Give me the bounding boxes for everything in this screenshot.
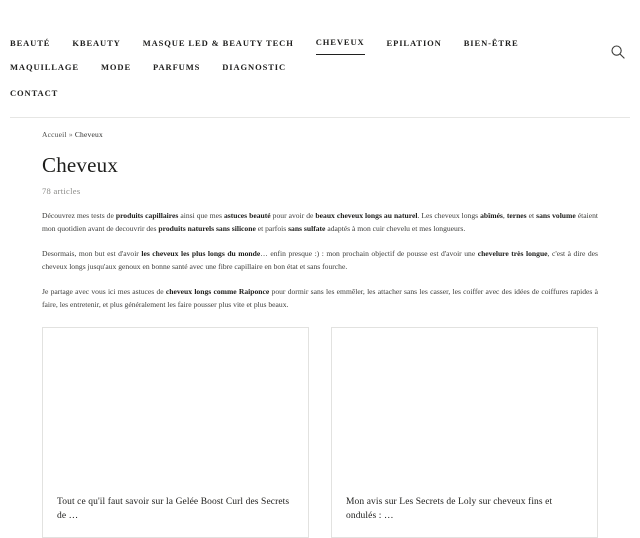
header-divider xyxy=(10,117,630,118)
nav-item-diagnostic[interactable]: DIAGNOSTIC xyxy=(222,62,287,72)
page-title: Cheveux xyxy=(42,153,119,177)
breadcrumb xyxy=(42,130,640,139)
nav-item-contact[interactable]: CONTACT xyxy=(10,88,59,98)
nav-item-cheveux[interactable]: CHEVEUX xyxy=(316,30,365,55)
intro-paragraph-1: Découvrez mes tests de produits capillaires ainsi que mes astuces beauté pour avoir de beaux cheveux longs au naturel. Les cheveux longs abîmés, ternes et sans volume étaient mon quotidien avant de decouvrir des produits naturels sans silicone et parfois sans sulfate adaptés à mon cuir chevelu et mes longueurs. xyxy=(42,211,598,233)
nav-item-masque-led-beauty-tech[interactable]: MASQUE LED & BEAUTY TECH xyxy=(142,37,294,48)
article-thumbnail xyxy=(43,328,308,483)
article-count: 78 articles xyxy=(42,186,81,196)
article-thumbnail xyxy=(332,328,597,483)
breadcrumb-separator: » xyxy=(68,130,73,139)
nav-item-parfums[interactable]: PARFUMS xyxy=(153,62,201,72)
nav-item-bien-tre[interactable]: BIEN-ÊTRE xyxy=(463,37,519,48)
intro-text xyxy=(42,210,598,311)
intro-paragraph-3: Je partage avec vous ici mes astuces de cheveux longs comme Raiponce pour dormir sans les emmêler, les attacher sans les casser, les coiffer avec des idées de coiffures rapides à faire, les entretenir, et plus généralement les faire pousser plus vite et plus beaux. xyxy=(42,287,599,309)
search-icon[interactable] xyxy=(610,44,626,60)
intro-paragraph-2: Desormais, mon but est d'avoir les cheveux les plus longs du monde… enfin presque :) : mon prochain objectif de pousse est d'avoir une chevelure très longue, c'est à dire des cheveux longs jusqu'aux genoux en bonne santé avec une fibre capillaire en bon état et sans fourche. xyxy=(42,249,598,271)
article-card[interactable] xyxy=(42,327,309,538)
breadcrumb-home[interactable]: Accueil xyxy=(42,130,67,139)
article-title[interactable]: Tout ce qu'il faut savoir sur la Gelée Boost Curl des Secrets de … xyxy=(57,497,290,521)
nav-item-beaut[interactable]: BEAUTÉ xyxy=(10,37,51,48)
nav-item-maquillage[interactable]: MAQUILLAGE xyxy=(10,62,79,72)
article-card-body xyxy=(43,483,308,537)
nav-item-mode[interactable]: MODE xyxy=(100,62,132,72)
article-card-body xyxy=(332,483,597,537)
breadcrumb-current: Cheveux xyxy=(74,130,103,139)
primary-navigation xyxy=(10,30,630,79)
article-grid xyxy=(42,327,598,538)
site-header xyxy=(0,0,640,118)
article-title[interactable]: Mon avis sur Les Secrets de Loly sur cheveux fins et ondulés : … xyxy=(346,497,553,521)
secondary-navigation xyxy=(10,81,630,105)
nav-item-kbeauty[interactable]: KBEAUTY xyxy=(72,37,121,48)
page-title-block xyxy=(42,153,640,196)
article-card[interactable] xyxy=(331,327,598,538)
nav-item-epilation[interactable]: EPILATION xyxy=(386,37,442,48)
